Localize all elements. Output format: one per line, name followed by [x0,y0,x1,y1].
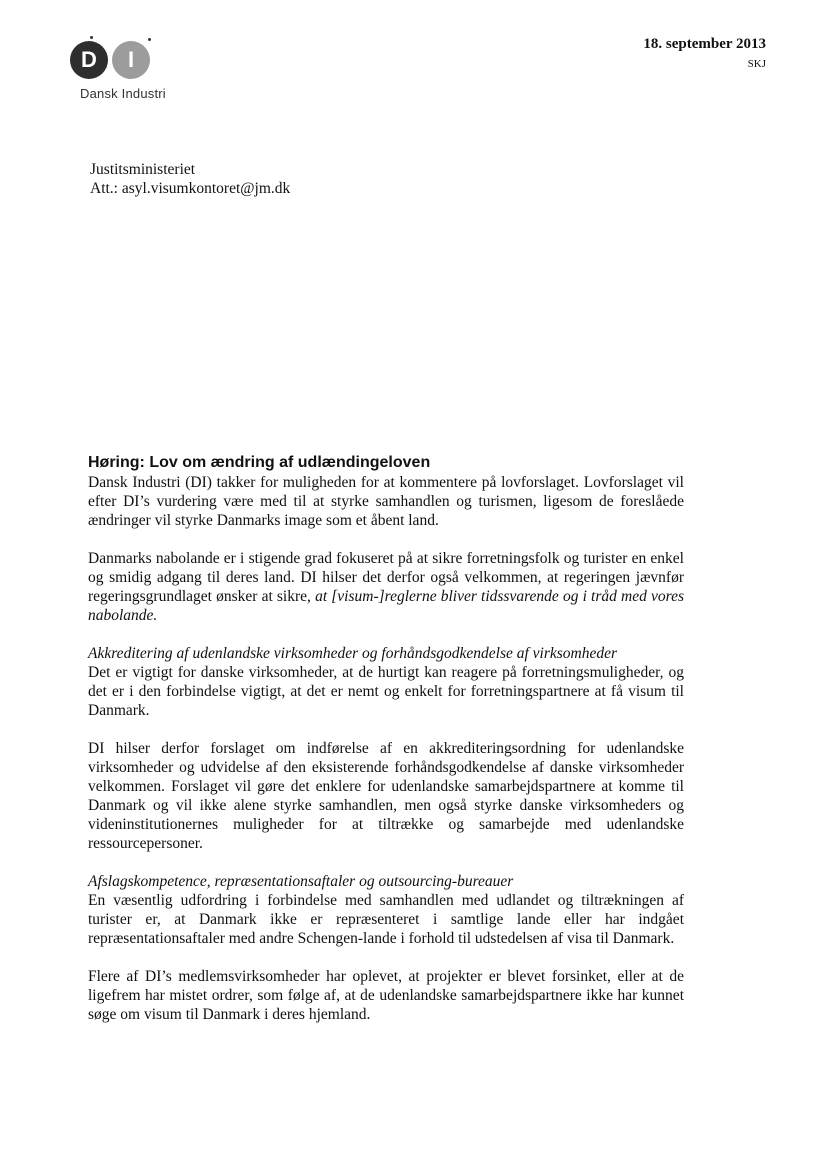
paragraph-refusal-2: Flere af DI’s medlemsvirksomheder har oplevet, at projekter er blevet forsinket, eller at de ligefrem har mistet ordrer, som følge af, at de udenlandske samarbejdspartnere ikke har kunnet søge om visum til Danmark i deres hjemland. [88,968,684,1023]
paragraph-refusal-1: En væsentlig udfordring i forbindelse med samhandlen med udlandet og tiltrækningen af turister er, at Danmark ikke er repræsenteret i samtlige lande eller har indgået repræsentationsaftaler med andre Schengen-lande i forhold til udstedelsen af visa til Danmark. [88,892,684,947]
section-heading-refusal: Afslagskompetence, repræsentationsaftaler og outsourcing-bureauer [88,873,514,890]
logo-mark [70,36,160,80]
letter-body [88,452,684,1024]
paragraph-accreditation-1: Det er vigtigt for danske virksomheder, at de hurtigt kan reagere på forretningsmuligheder, og det er i den forbindelse vigtigt, at det er nemt og enkelt for forretningspartnere at få visum til Danmark. [88,664,684,719]
paragraph-accreditation-2: DI hilser derfor forslaget om indførelse af en akkrediteringsordning for udenlandske virksomheder og udvidelse af den eksisterende forhåndsgodkendelse af danske virksomheder velkommen. Forslaget vil gøre det enklere for udenlandske samarbejdspartnere at komme til Danmark og vil ikke alene styrke samhandlen, men også styrke danske virksomheders og videninstitutionernes muligheder for at tiltrække og samarbejde med udenlandske ressourcepersoner. [88,740,684,852]
letter-title: Høring: Lov om ændring af udlændingeloven [88,454,431,471]
logo-dot [90,36,93,39]
paragraph-neighbours-quote: at [visum-]reglerne bliver tidssvarende og i tråd med vores nabolande. [88,588,684,624]
dansk-industri-logo [68,28,198,108]
logo-wordmark: Dansk Industri [80,86,166,101]
logo-circle-i: I [112,41,150,79]
paragraph-neighbours [88,549,684,625]
paragraph-intro: Dansk Industri (DI) takker for muligheden for at kommentere på lovforslaget. Lovforslaget vil efter DI’s vurdering være med til at styrke samhandlen og turismen, ligesom de foreslåede ændringer vil styrke Danmarks image som et åbent land. [88,474,684,529]
recipient-attention: Att.: asyl.visumkontoret@jm.dk [90,180,291,197]
recipient-name: Justitsministeriet [90,161,196,178]
author-initials: SKJ [747,58,766,70]
recipient-block [90,160,290,198]
logo-circle-d: D [70,41,108,79]
letter-date: 18. september 2013 [643,36,766,52]
paragraph-neighbours-text: Danmarks nabolande er i stigende grad fokuseret på at sikre forretningsfolk og turister en enkel og smidig adgang til deres land. DI hilser det derfor også velkommen, at regeringen jævnfør regeringsgrundlaget ønsker at sikre, [88,550,684,605]
section-heading-accreditation: Akkreditering af udenlandske virksomheder og forhåndsgodkendelse af virksomheder [88,645,618,662]
logo-dot [148,38,151,41]
